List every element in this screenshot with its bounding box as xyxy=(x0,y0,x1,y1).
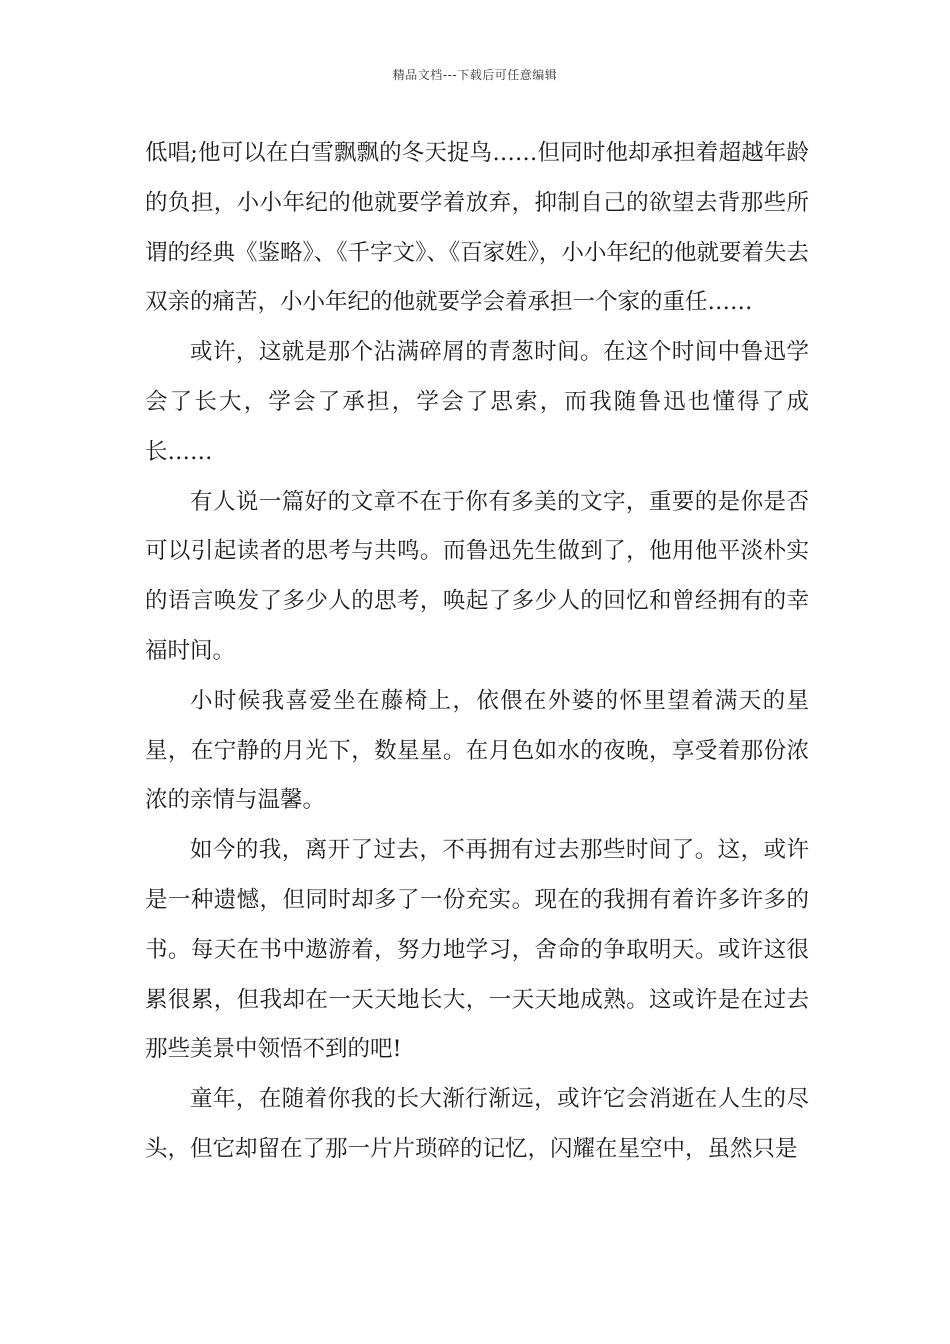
page-header: 精品文档---下载后可任意编辑 xyxy=(392,68,558,82)
paragraph: 或许，这就是那个沾满碎屑的青葱时间。在这个时间中鲁迅学会了长大，学会了承担，学会了思索，而我随鲁迅也懂得了成长…… xyxy=(145,339,809,465)
paragraph: 有人说一篇好的文章不在于你有多美的文字，重要的是你是否可以引起读者的思考与共鸣。而鲁迅先生做到了，他用他平淡朴实的语言唤发了多少人的思考，唤起了多少人的回忆和曾经拥有的幸福时间。 xyxy=(145,488,809,664)
paragraph: 童年，在随着你我的长大渐行渐远，或许它会消逝在人生的尽头，但它却留在了那一片片琐碎的记忆，闪耀在星空中，虽然只是 xyxy=(145,1086,809,1162)
document-body xyxy=(145,129,809,1175)
paragraph: 小时候我喜爱坐在藤椅上，依偎在外婆的怀里望着满天的星星，在宁静的月光下，数星星。在月色如水的夜晚，享受着那份浓浓的亲情与温馨。 xyxy=(145,687,809,814)
paragraph: 低唱;他可以在白雪飘飘的冬天捉鸟……但同时他却承担着超越年龄的负担，小小年纪的他就要学着放弃，抑制自己的欲望去背那些所谓的经典《鉴略》、《千字文》、《百家姓》，小小年纪的他就要着失去双亲的痛苦，小小年纪的他就要学会着承担一个家的重任…… xyxy=(145,140,809,316)
paragraph: 如今的我，离开了过去，不再拥有过去那些时间了。这，或许是一种遗憾，但同时却多了一份充实。现在的我拥有着许多许多的书。每天在书中遨游着，努力地学习，舍命的争取明天。或许这很累很累，但我却在一天天地长大，一天天地成熟。这或许是在过去那些美景中领悟不到的吧! xyxy=(145,837,809,1063)
